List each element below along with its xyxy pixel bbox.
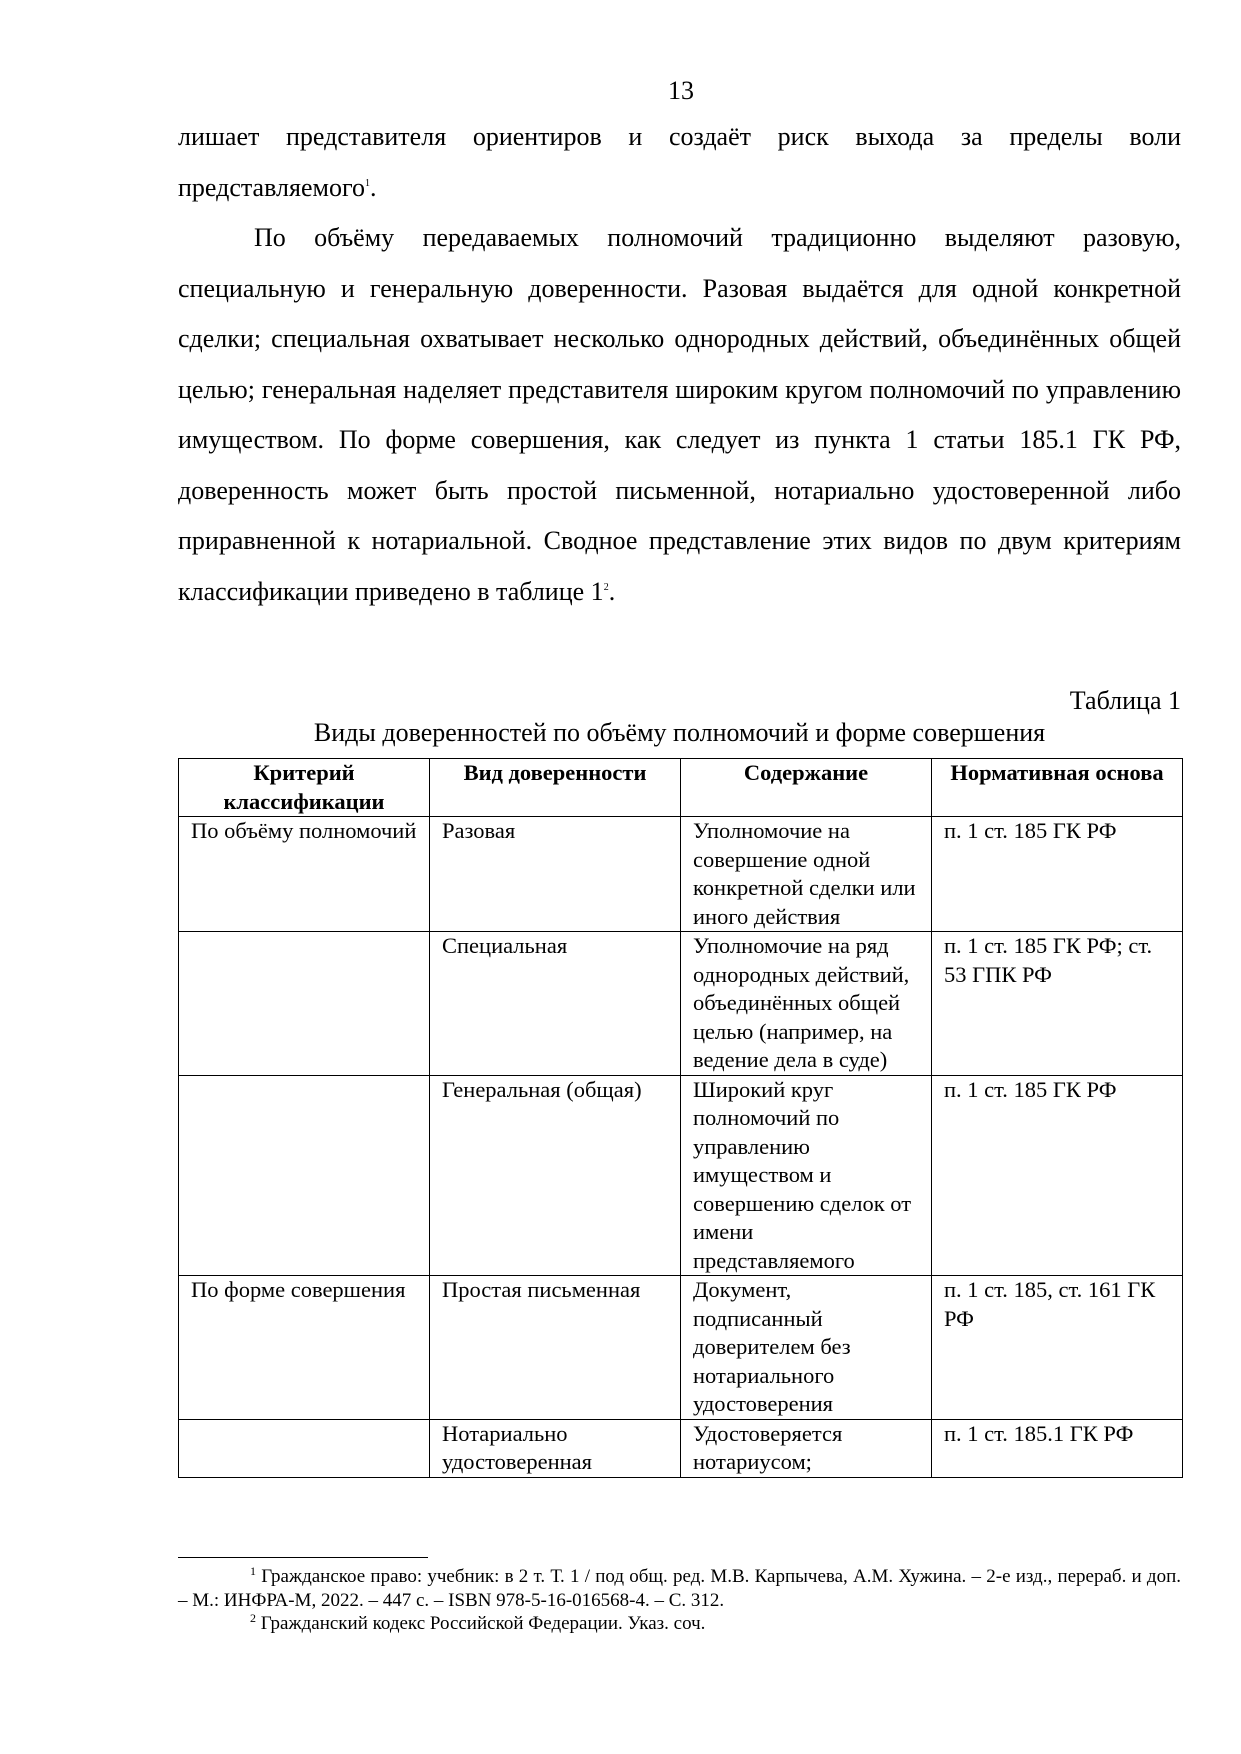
paragraph-text: По объёму передаваемых полномочий традиционно выделяют разовую, специальную и генеральную доверенности. Разовая выдаётся для одной конкретной сделки; специальная охватывает несколько однородных действий, объединённых общей целью; генеральная наделяет представителя широким кругом полномочий по управлению имуществом. По форме совершения, как следует из пункта 1 статьи 185.1 ГК РФ, доверенность может быть простой письменной, нотариально удостоверенной либо приравненной к нотариальной. Сводное представление этих видов по двум критериям классификации приведено в таблице 1 xyxy=(178,223,1181,606)
cell-content: Широкий круг полномочий по управлению имуществом и совершению сделок от имени представляемого xyxy=(681,1075,932,1276)
footnotes xyxy=(178,1565,1181,1636)
cell-type: Простая письменная xyxy=(430,1276,681,1420)
footnote-separator xyxy=(178,1557,428,1558)
table-row xyxy=(179,1075,1183,1276)
table-row xyxy=(179,932,1183,1076)
cell-content: Уполномочие на совершение одной конкретной сделки или иного действия xyxy=(681,817,932,932)
cell-legal-basis: п. 1 ст. 185 ГК РФ xyxy=(932,817,1183,932)
header-content: Содержание xyxy=(681,759,932,817)
table-title: Виды доверенностей по объёму полномочий и форме совершения xyxy=(313,718,1046,747)
body-paragraph-2 xyxy=(178,213,1181,617)
body-paragraph-1 xyxy=(178,112,1181,213)
cell-type: Разовая xyxy=(430,817,681,932)
paragraph-tail: . xyxy=(369,172,377,202)
footnote-item xyxy=(178,1565,1181,1612)
cell-criterion: По форме совершения xyxy=(179,1276,430,1420)
cell-type: Специальная xyxy=(430,932,681,1076)
table-label: Таблица 1 xyxy=(1069,686,1181,715)
cell-criterion xyxy=(179,932,430,1076)
header-legal-basis: Нормативная основа xyxy=(932,759,1183,817)
table-row xyxy=(179,1419,1183,1477)
cell-legal-basis: п. 1 ст. 185 ГК РФ; ст. 53 ГПК РФ xyxy=(932,932,1183,1076)
cell-content: Документ, подписанный доверителем без нотариального удостоверения xyxy=(681,1276,932,1420)
footnote-text: Гражданский кодекс Российской Федерации. Указ. соч. xyxy=(260,1613,706,1634)
cell-criterion: По объёму полномочий xyxy=(179,817,430,932)
power-of-attorney-table xyxy=(178,758,1183,1478)
footnote-text: Гражданское право: учебник: в 2 т. Т. 1 / под общ. ред. М.В. Карпычева, А.М. Хужина. – 2-е изд., перераб. и доп. – М.: ИНФРА-М, 2022. – 447 с. – ISBN 978-5-16-016568-4. – С. 312. xyxy=(178,1566,1182,1611)
cell-legal-basis: п. 1 ст. 185.1 ГК РФ xyxy=(932,1419,1183,1477)
cell-type: Нотариально удостоверенная xyxy=(430,1419,681,1477)
cell-legal-basis: п. 1 ст. 185, ст. 161 ГК РФ xyxy=(932,1276,1183,1420)
cell-content: Уполномочие на ряд однородных действий, объединённых общей целью (например, на ведение дела в суде) xyxy=(681,932,932,1076)
paragraph-text: лишает представителя ориентиров и создаёт риск выхода за пределы воли представляемого xyxy=(178,122,1181,202)
footnote-item xyxy=(178,1612,1181,1636)
cell-criterion xyxy=(179,1419,430,1477)
paragraph-tail: . xyxy=(608,576,616,606)
table-row xyxy=(179,1276,1183,1420)
header-type: Вид доверенности xyxy=(430,759,681,817)
header-criterion: Критерий классификации xyxy=(179,759,430,817)
table-row xyxy=(179,817,1183,932)
footnote-number: 1 xyxy=(250,1564,256,1578)
footnote-number: 2 xyxy=(250,1611,256,1625)
table-header-row xyxy=(179,759,1183,817)
cell-content: Удостоверяется нотариусом; xyxy=(681,1419,932,1477)
page-number: 13 xyxy=(668,76,694,105)
cell-legal-basis: п. 1 ст. 185 ГК РФ xyxy=(932,1075,1183,1276)
footnote-ref[interactable]: 1 xyxy=(364,177,370,189)
footnote-ref[interactable]: 2 xyxy=(603,581,609,593)
cell-type: Генеральная (общая) xyxy=(430,1075,681,1276)
cell-criterion xyxy=(179,1075,430,1276)
